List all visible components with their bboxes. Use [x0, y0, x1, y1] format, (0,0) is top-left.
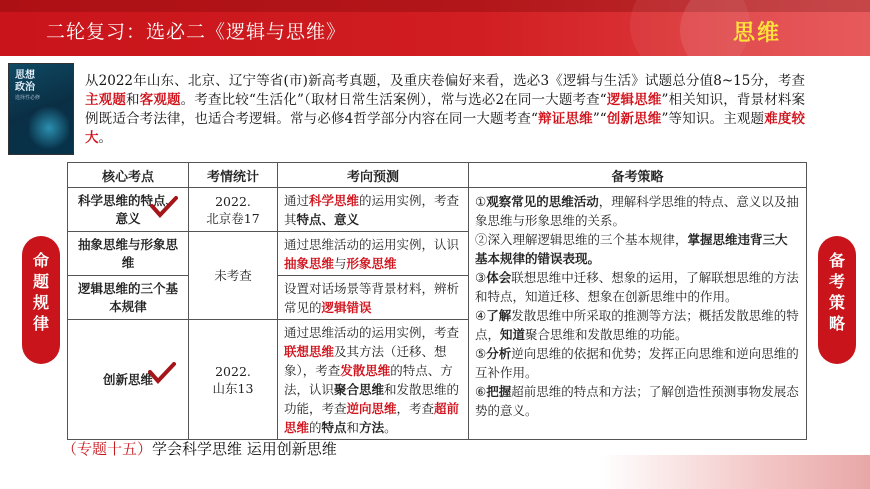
- check-mark-icon: [148, 362, 176, 384]
- table-header: 考情统计: [189, 163, 278, 188]
- strategy-cell: ①观察常见的思维活动，理解科学思维的特点、意义以及抽象思维与形象思维的关系。 ②深入理解逻辑思维的三个基本规律，掌握思维违背三大基本规律的错误表现。 ③体会联想思维中迁移、想象的运用，了解联想思维的方法和特点，知道迁移、想象在创新思维中的作用。 ④了解发散思维中所采取的推测等方法；概括发散思维的特点，知道聚合思维和发散思维的功能。 ⑤分析逆向思维的依据和优势；发挥正向思维和逆向思维的互补作用。 ⑥把握超前思维的特点和方法；了解创造性预测事物发展态势的意义。: [469, 188, 807, 440]
- header-bar: [0, 0, 870, 56]
- prediction-cell: 通过科学思维的运用实例，考查其特点、意义: [278, 188, 469, 232]
- topic-cell: 抽象思维与形象思维: [68, 232, 189, 276]
- topic-cell: 逻辑思维的三个基本规律: [68, 276, 189, 320]
- stat-cell: 未考查: [189, 232, 278, 320]
- review-table: [67, 162, 807, 440]
- side-label-mingti: 命 题 规 律: [22, 236, 60, 364]
- topic-label: 思维: [733, 21, 782, 46]
- side-label-beikao: 备 考 策 略: [818, 236, 856, 364]
- stat-cell: 2022. 山东13: [189, 320, 278, 440]
- prediction-cell: 通过思维活动的运用实例，认识抽象思维与形象思维: [278, 232, 469, 276]
- prediction-cell: 通过思维活动的运用实例，考查联想思维及其方法（迁移、想象），考查发散思维的特点、方法，认识聚合思维和发散思维的功能，考查逆向思维，考查超前思维的特点和方法。: [278, 320, 469, 440]
- check-mark-icon: [150, 196, 178, 218]
- table-header: 核心考点: [68, 163, 189, 188]
- stat-cell: 2022. 北京卷17: [189, 188, 278, 232]
- table-header: 考向预测: [278, 163, 469, 188]
- cover-title: 思想 政治: [15, 70, 35, 93]
- footer-caption: （专题十五）学会科学思维 运用创新思维: [62, 440, 337, 458]
- intro-paragraph: 从2022年山东、北京、辽宁等省(市)新高考真题，及重庆卷偏好来看，选必3《逻辑与生活》试题总分值8~15分，考查主观题和客观题。考查比较“生活化”（取材日常生活案例），常与选必2在同一大题考查“逻辑思维”相关知识，背景材料案例既适合考法律，也适合考逻辑。常与必修4哲学部分内容在同一大题考查“辩证思维”“创新思维”等知识。主观题难度较大。: [85, 73, 806, 146]
- table-row: [68, 188, 807, 232]
- bottom-decoration: [600, 455, 870, 489]
- table-header-row: [68, 163, 807, 188]
- topic-cell: 创新思维: [68, 320, 189, 440]
- table-header: 备考策略: [469, 163, 807, 188]
- textbook-cover-image: 思想 政治 选择性必修: [8, 63, 74, 155]
- prediction-cell: 设置对话场景等背景材料，辨析常见的逻辑错误: [278, 276, 469, 320]
- topic-cell: 科学思维的特点、意义: [68, 188, 189, 232]
- page-title: 二轮复习：选必二《逻辑与思维》: [46, 21, 347, 43]
